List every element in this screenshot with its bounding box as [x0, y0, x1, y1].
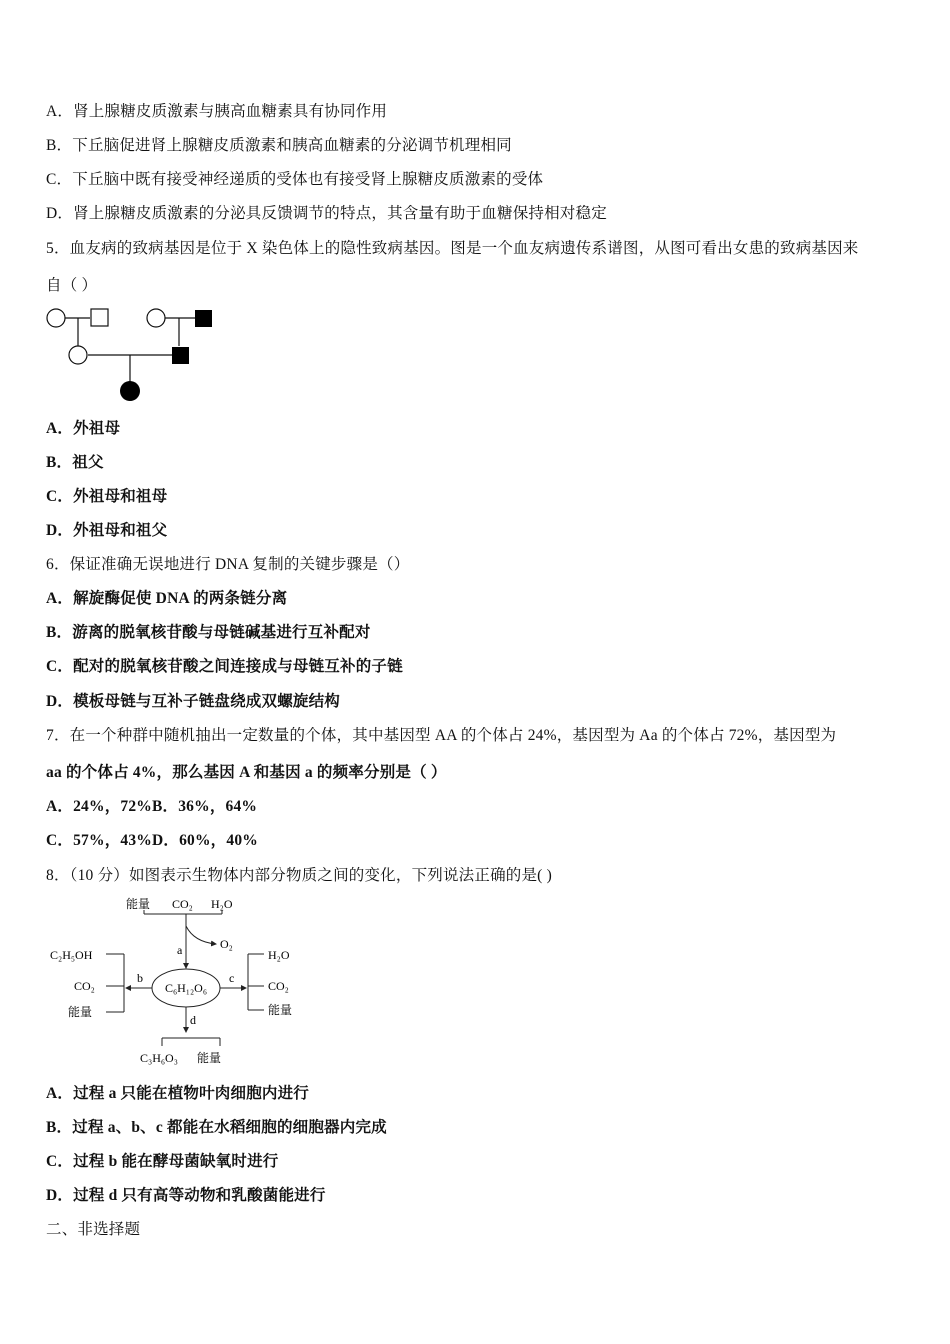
q6-option-a: A．解旋酶促使 DNA 的两条链分离 [46, 590, 288, 607]
q6-stem: 6．保证准确无误地进行 DNA 复制的关键步骤是（） [46, 556, 410, 573]
diagram-center: C₆H₁₂O₆ [164, 981, 208, 995]
diagram-left-co2: CO₂ [74, 979, 95, 993]
diagram-top-h2o: H₂O [211, 897, 233, 911]
q7-options-line1: A．24%，72%B．36%，64% [46, 798, 258, 815]
diagram-right-energy: 能量 [268, 1003, 293, 1017]
q6-option-b: B．游离的脱氧核苷酸与母链碱基进行互补配对 [46, 624, 371, 641]
diagram-right-co2: CO₂ [268, 979, 289, 993]
pedigree-female-unaffected-maternal-grandmother [47, 309, 65, 327]
diagram-arrow-o2 [186, 926, 216, 944]
q7-options-line2: C．57%，43%D．60%，40% [46, 832, 258, 849]
pedigree-female-unaffected-mother [69, 346, 87, 364]
diagram-right-h2o: H₂O [268, 948, 290, 962]
diagram-label-d: d [190, 1013, 196, 1027]
pedigree-male-affected-father [172, 347, 189, 364]
q5-option-b: B．祖父 [46, 454, 104, 471]
diagram-top-energy: 能量 [126, 897, 151, 911]
q7-stem-line1: 7．在一个种群中随机抽出一定数量的个体，其中基因型 AA 的个体占 24%，基因型为 Aa 的个体占 72%，基因型为 [46, 727, 837, 744]
pedigree-male-affected-paternal-grandfather [195, 310, 212, 327]
q4-option-d: D．肾上腺糖皮质激素的分泌具反馈调节的特点，其含量有助于血糖保持相对稳定 [46, 205, 607, 222]
pedigree-diagram [40, 302, 230, 408]
q4-option-b: B．下丘脑促进肾上腺糖皮质激素和胰高血糖素的分泌调节机理相同 [46, 137, 512, 154]
diagram-label-b: b [137, 971, 143, 985]
metabolism-diagram [44, 892, 306, 1072]
pedigree-female-affected-daughter [120, 381, 140, 401]
diagram-top-co2: CO₂ [172, 897, 193, 911]
q6-option-d: D．模板母链与互补子链盘绕成双螺旋结构 [46, 693, 340, 710]
q8-option-a: A．过程 a 只能在植物叶肉细胞内进行 [46, 1085, 309, 1102]
diagram-left-energy: 能量 [68, 1005, 93, 1019]
pedigree-female-unaffected-paternal-grandmother [147, 309, 165, 327]
pedigree-male-unaffected-maternal-grandfather [91, 309, 108, 326]
q5-stem-line1: 5．血友病的致病基因是位于 X 染色体上的隐性致病基因。图是一个血友病遗传系谱图，从图可看出女患的致病基因来 [46, 240, 859, 257]
q5-option-c: C．外祖母和祖母 [46, 488, 168, 505]
diagram-label-c: c [229, 971, 235, 985]
q8-option-c: C．过程 b 能在酵母菌缺氧时进行 [46, 1153, 279, 1170]
q8-option-d: D．过程 d 只有高等动物和乳酸菌能进行 [46, 1187, 326, 1204]
diagram-label-a: a [177, 943, 183, 957]
q7-stem-line2: aa 的个体占 4%，那么基因 A 和基因 a 的频率分别是（ ） [46, 764, 447, 781]
diagram-left-c2h5oh: C₂H₅OH [50, 948, 93, 962]
q4-option-c: C．下丘脑中既有接受神经递质的受体也有接受肾上腺糖皮质激素的受体 [46, 171, 544, 188]
q5-option-a: A．外祖母 [46, 420, 121, 437]
diagram-bottom-energy: 能量 [197, 1051, 222, 1065]
diagram-o2: O₂ [220, 937, 233, 951]
q8-option-b: B．过程 a、b、c 都能在水稻细胞的细胞器内完成 [46, 1119, 387, 1136]
q5-stem-line2: 自（ ） [46, 277, 98, 294]
diagram-bottom-c3h6o3: C₃H₆O₃ [140, 1051, 178, 1065]
q8-stem: 8．（10 分）如图表示生物体内部分物质之间的变化，下列说法正确的是( ) [46, 867, 552, 884]
q6-option-c: C．配对的脱氧核苷酸之间连接成与母链互补的子链 [46, 658, 403, 675]
q4-option-a: A．肾上腺糖皮质激素与胰高血糖素具有协同作用 [46, 103, 388, 120]
q5-option-d: D．外祖母和祖父 [46, 522, 168, 539]
section-title: 二、非选择题 [46, 1221, 141, 1238]
